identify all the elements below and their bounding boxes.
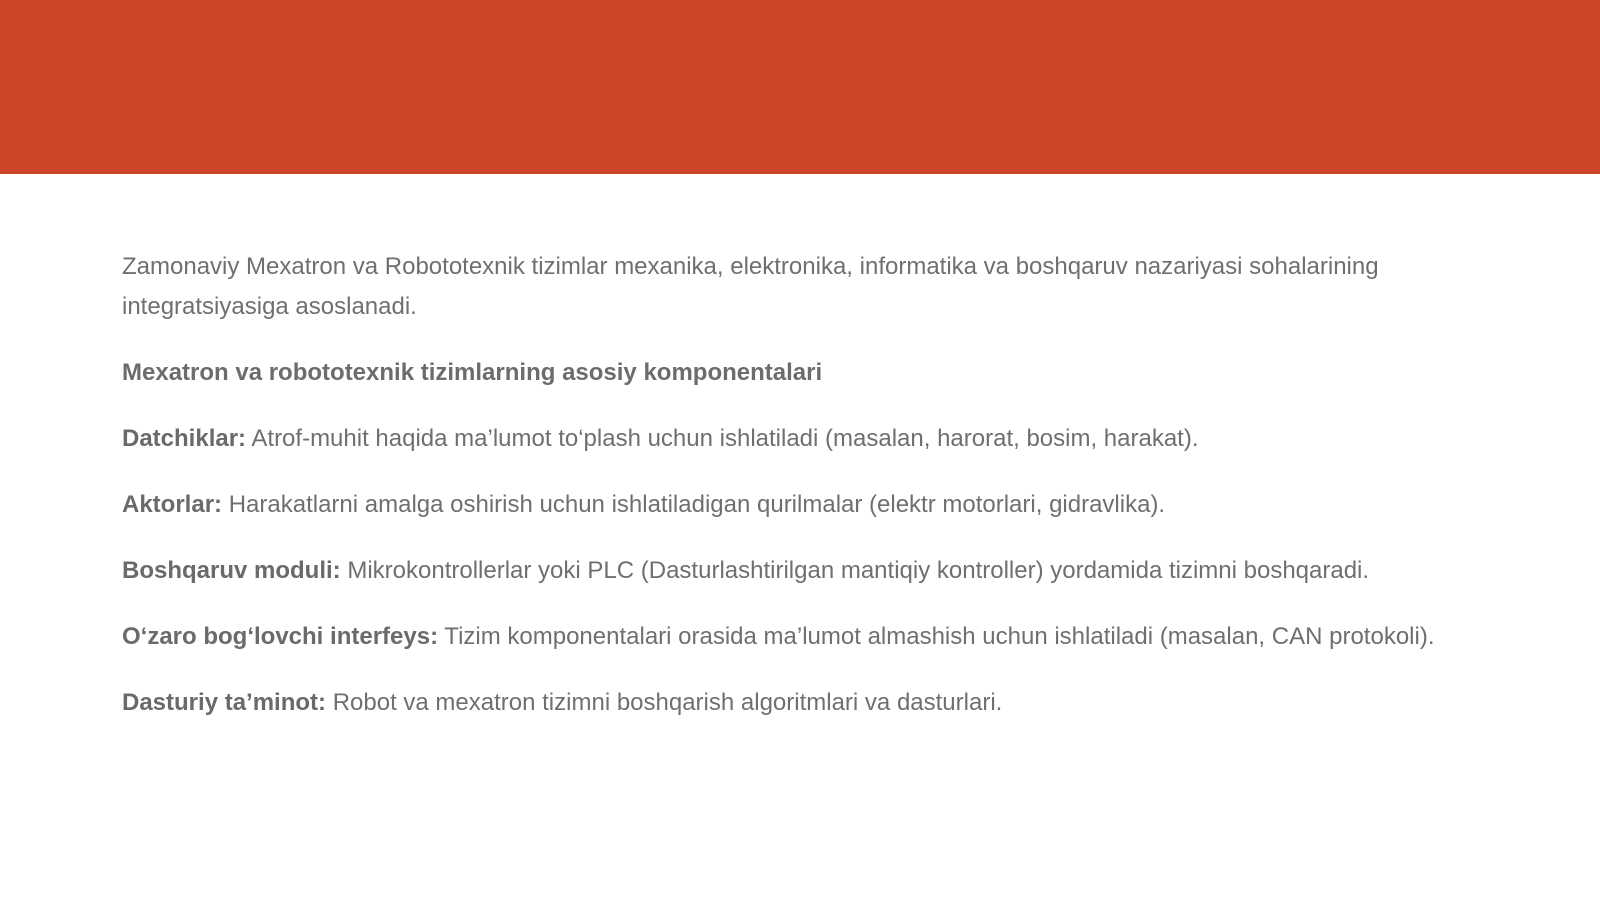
component-item-boshqaruv-moduli (122, 551, 1522, 591)
component-term: O‘zaro bog‘lovchi interfeys: (122, 623, 439, 650)
component-description: Harakatlarni amalga oshirish uchun ishlatiladigan qurilmalar (elektr motorlari, gidravlika). (228, 491, 1166, 518)
component-description: Robot va mexatron tizimni boshqarish algoritmlari va dasturlari. (332, 689, 1003, 716)
component-item-aktorlar (122, 485, 1522, 525)
intro-paragraph: Zamonaviy Mexatron va Robototexnik tizimlar mexanika, elektronika, informatika va boshqaruv nazariyasi sohalarining integratsiyasiga asoslanadi. (122, 253, 1379, 320)
component-term: Datchiklar: (122, 425, 247, 452)
component-item-interfeys (122, 617, 1522, 657)
component-term: Boshqaruv moduli: (122, 557, 341, 584)
section-heading: Mexatron va robototexnik tizimlarning asosiy komponentalari (122, 359, 823, 386)
slide-content (122, 247, 1522, 749)
component-description: Tizim komponentalari orasida ma’lumot almashish uchun ishlatiladi (masalan, CAN protokoli). (444, 623, 1435, 650)
component-item-datchiklar (122, 419, 1522, 459)
component-term: Aktorlar: (122, 491, 223, 518)
header-band (0, 0, 1600, 174)
component-description: Mikrokontrollerlar yoki PLC (Dasturlashtirilgan mantiqiy kontroller) yordamida tizimni boshqaradi. (347, 557, 1370, 584)
component-term: Dasturiy ta’minot: (122, 689, 327, 716)
component-description: Atrof-muhit haqida ma’lumot to‘plash uchun ishlatiladi (masalan, harorat, bosim, harakat). (251, 425, 1199, 452)
component-item-dasturiy-taminot (122, 683, 1522, 723)
